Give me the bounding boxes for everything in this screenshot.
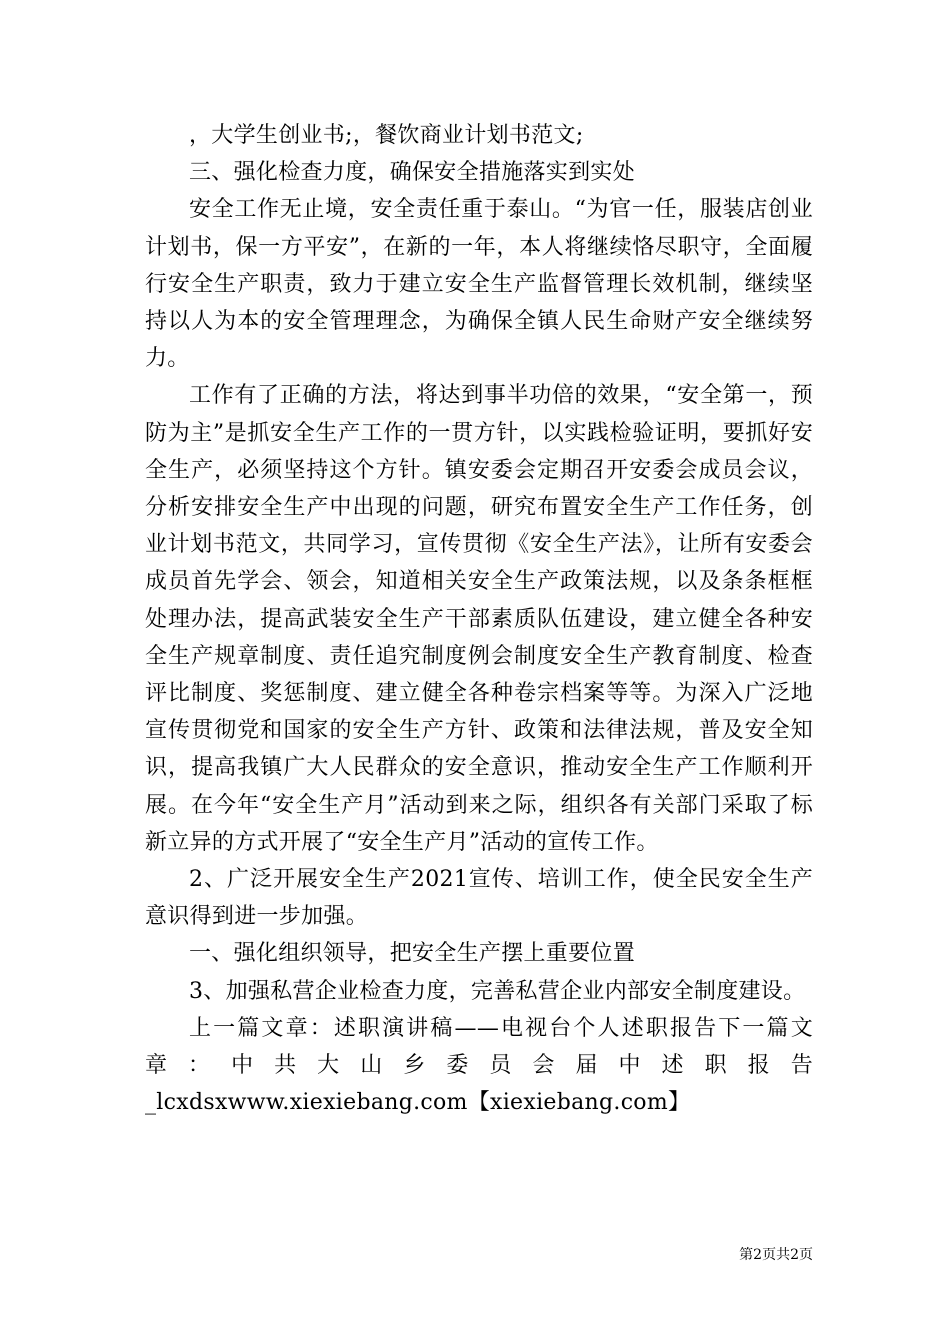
paragraph-3: 安全工作无止境，安全责任重于泰山。“为官一任，服装店创业计划书，保一方平安”，在新的一年，本人将继续恪尽职守，全面履行安全生产职责，致力于建立安全生产监督管理长效机制，继续坚持以人为本的安全管理理念，为确保全镇人民生命财产安全继续努力。	[145, 197, 813, 372]
paragraph-2: 三、强化检查力度，确保安全措施落实到实处	[189, 160, 636, 186]
page-number: 第2页共2页	[739, 1247, 813, 1263]
paragraph-4: 工作有了正确的方法，将达到事半功倍的效果，“安全第一，预防为主”是抓安全生产工作的一贯方针，以实践检验证明，要抓好安全生产，必须坚持这个方针。镇安委会定期召开安委会成员会议，分析安排安全生产中出现的问题，研究布置安全生产工作任务，创业计划书范文，共同学习，宣传贯彻《安全生产法》，让所有安委会成员首先学会、领会，知道相关安全生产政策法规，以及条条框框处理办法，提高武装安全生产干部素质队伍建设，建立健全各种安全生产规章制度、责任追究制度例会制度安全生产教育制度、检查评比制度、奖惩制度、建立健全各种卷宗档案等等。为深入广泛地宣传贯彻党和国家的安全生产方针、政策和法律法规，普及安全知识，提高我镇广大人民群众的安全意识，推动安全生产工作顺利开展。在今年“安全生产月”活动到来之际，组织各有关部门采取了标新立异的方式开展了“安全生产月”活动的宣传工作。	[145, 383, 813, 855]
paragraph-6: 一、强化组织领导，把安全生产摆上重要位置	[189, 941, 636, 967]
paragraph-5: 2、广泛开展安全生产2021宣传、培训工作，使全民安全生产意识得到进一步加强。	[145, 867, 813, 930]
document-body	[145, 117, 813, 1121]
paragraph-1: ，大学生创业书;，餐饮商业计划书范文;	[189, 123, 584, 148]
article-navigation[interactable]: 上一篇文章：述职演讲稿——电视台个人述职报告下一篇文章：中共大山乡委员会届中述职报告_lcxdsxwww.xiexiebang.com【xiexiebang.com】	[145, 1015, 813, 1116]
paragraph-7: 3、加强私营企业检查力度，完善私营企业内部安全制度建设。	[189, 978, 806, 1004]
